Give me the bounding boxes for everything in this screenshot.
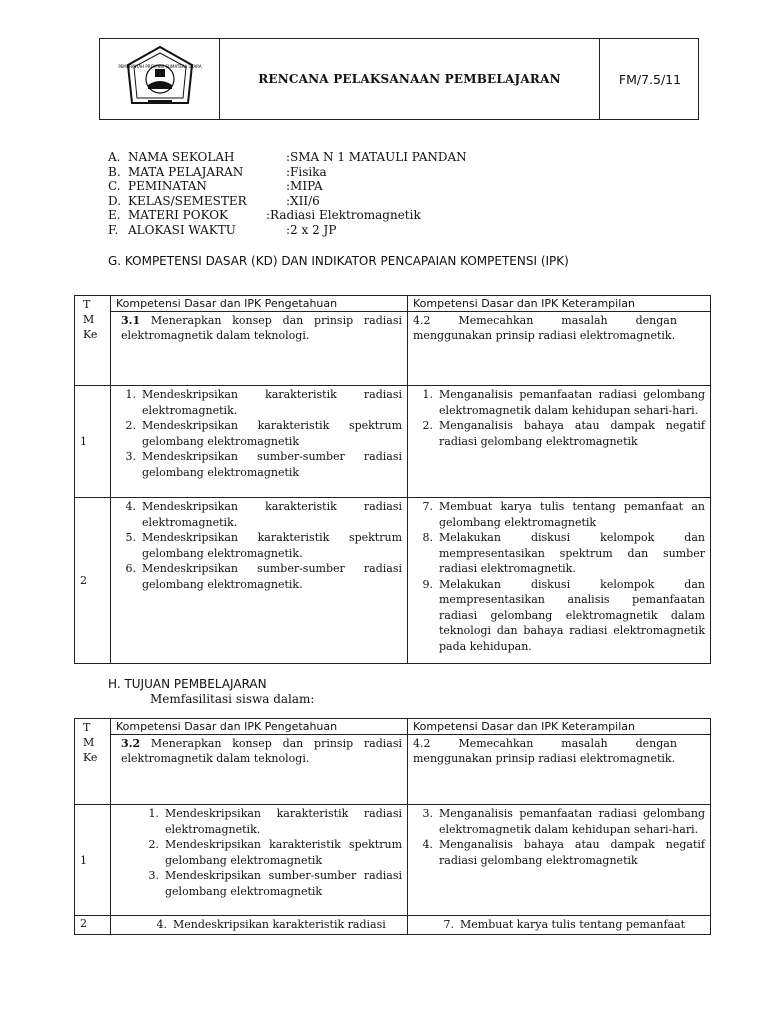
identity-row: B. MATA PELAJARAN :Fisika [108, 164, 327, 179]
document-header [99, 38, 699, 120]
list-item: 3. Menganalisis pemanfaatan radiasi gelombang elektromagnetik dalam kehidupan sehari-hari. [422, 807, 705, 836]
table-row [75, 312, 711, 386]
knowledge-ipk-cell [111, 386, 408, 498]
list-item: 4. Mendeskripsikan karakteristik radiasi elektromagnetik. [125, 500, 402, 529]
knowledge-ipk-cell [111, 916, 408, 935]
section-h-subtitle: Memfasilitasi siswa dalam: [150, 692, 315, 706]
logo-text: PEMERINTAH PROVINSI SUMATERA UTARA [118, 64, 202, 69]
list-item: 9. Melakukan diskusi kelompok dan mempresentasikan analisis pemanfaatan radiasi gelombang elektromagnetik dalam teknologi dan bahaya radiasi elektromagnetik pada kehidupan. [422, 577, 705, 653]
document-title: RENCANA PELAKSANAAN PEMBELAJARAN [220, 39, 600, 119]
skill-header: Kompetensi Dasar dan IPK Keterampilan [408, 719, 711, 735]
list-item: 4. Mendeskripsikan karakteristik radiasi [156, 918, 386, 931]
tm-cell: 2 [75, 916, 111, 935]
tm-cell: 2 [75, 498, 111, 664]
table-header-row [75, 296, 711, 312]
list-item: 7. Membuat karya tulis tentang pemanfaat [443, 918, 686, 931]
table-row [75, 386, 711, 498]
list-item: 3. Mendeskripsikan sumber-sumber radiasi gelombang elektromagnetik [148, 869, 402, 898]
table-row [75, 735, 711, 805]
kd-knowledge-cell: 3.2 Menerapkan konsep dan prinsip radiasi elektromagnetik dalam teknologi. [111, 735, 408, 805]
knowledge-header: Kompetensi Dasar dan IPK Pengetahuan [111, 296, 408, 312]
section-h-heading: H. TUJUAN PEMBELAJARAN [108, 677, 267, 691]
kd-skill-cell: 4.2 Memecahkan masalah dengan menggunakan prinsip radiasi elektromagnetik. [408, 735, 711, 805]
table-header-row [75, 719, 711, 735]
table-row [75, 805, 711, 916]
section-g-heading: G. KOMPETENSI DASAR (KD) DAN INDIKATOR PENCAPAIAN KOMPETENSI (IPK) [108, 254, 569, 268]
skill-ipk-cell [408, 386, 711, 498]
skill-ipk-cell [408, 805, 711, 916]
tm-cell: 1 [75, 386, 111, 498]
kd-knowledge-cell: 3.1 Menerapkan konsep dan prinsip radiasi elektromagnetik dalam teknologi. [111, 312, 408, 386]
knowledge-ipk-cell [111, 805, 408, 916]
identity-row: C. PEMINATAN :MIPA [108, 179, 323, 193]
identity-row: A. NAMA SEKOLAH :SMA N 1 MATAULI PANDAN [108, 150, 467, 164]
form-code: FM/7.5/11 [618, 71, 682, 87]
kd-skill-cell: 4.2 Memecahkan masalah dengan menggunakan prinsip radiasi elektromagnetik. [408, 312, 711, 386]
list-item: 1. Mendeskripsikan karakteristik radiasi elektromagnetik. [125, 388, 402, 417]
kd-table-1 [74, 295, 711, 664]
list-item: 2. Mendeskripsikan karakteristik spektrum gelombang elektromagnetik [148, 838, 402, 867]
list-item: 7. Membuat karya tulis tentang pemanfaat an gelombang elektromagnetik [422, 500, 705, 529]
knowledge-header: Kompetensi Dasar dan IPK Pengetahuan [111, 719, 408, 735]
table-row [75, 916, 711, 935]
kd-table-2 [74, 718, 711, 935]
list-item: 1. Menganalisis pemanfaatan radiasi gelombang elektromagnetik dalam kehidupan sehari-hari. [422, 388, 705, 417]
list-item: 8. Melakukan diskusi kelompok dan mempresentasikan spektrum dan sumber radiasi elektromagnetik. [422, 531, 705, 575]
tm-header: T M Ke [75, 719, 111, 805]
skill-ipk-cell [408, 916, 711, 935]
identity-row: F. ALOKASI WAKTU :2 x 2 JP [108, 222, 337, 237]
identity-list [108, 150, 467, 237]
tm-cell: 1 [75, 805, 111, 916]
knowledge-ipk-cell [111, 498, 408, 664]
logo-cell [100, 39, 220, 119]
skill-ipk-cell [408, 498, 711, 664]
skill-header: Kompetensi Dasar dan IPK Keterampilan [408, 296, 711, 312]
identity-row: D. KELAS/SEMESTER :XII/6 [108, 193, 320, 208]
list-item: 2. Mendeskripsikan karakteristik spektrum gelombang elektromagnetik [125, 419, 402, 448]
list-item: 5. Mendeskripsikan karakteristik spektrum gelombang elektromagnetik. [125, 531, 402, 560]
school-logo [100, 39, 220, 121]
identity-row: E. MATERI POKOK :Radiasi Elektromagnetik [108, 208, 421, 222]
table-row [75, 498, 711, 664]
list-item: 3. Mendeskripsikan sumber-sumber radiasi gelombang elektromagnetik [125, 450, 402, 479]
list-item: 6. Mendeskripsikan sumber-sumber radiasi gelombang elektromagnetik. [125, 562, 402, 591]
list-item: 1. Mendeskripsikan karakteristik radiasi elektromagnetik. [148, 807, 402, 836]
tm-header: T M Ke [75, 296, 111, 386]
list-item: 4. Menganalisis bahaya atau dampak negatif radiasi gelombang elektromagnetik [422, 838, 705, 867]
list-item: 2. Menganalisis bahaya atau dampak negatif radiasi gelombang elektromagnetik [422, 419, 705, 448]
